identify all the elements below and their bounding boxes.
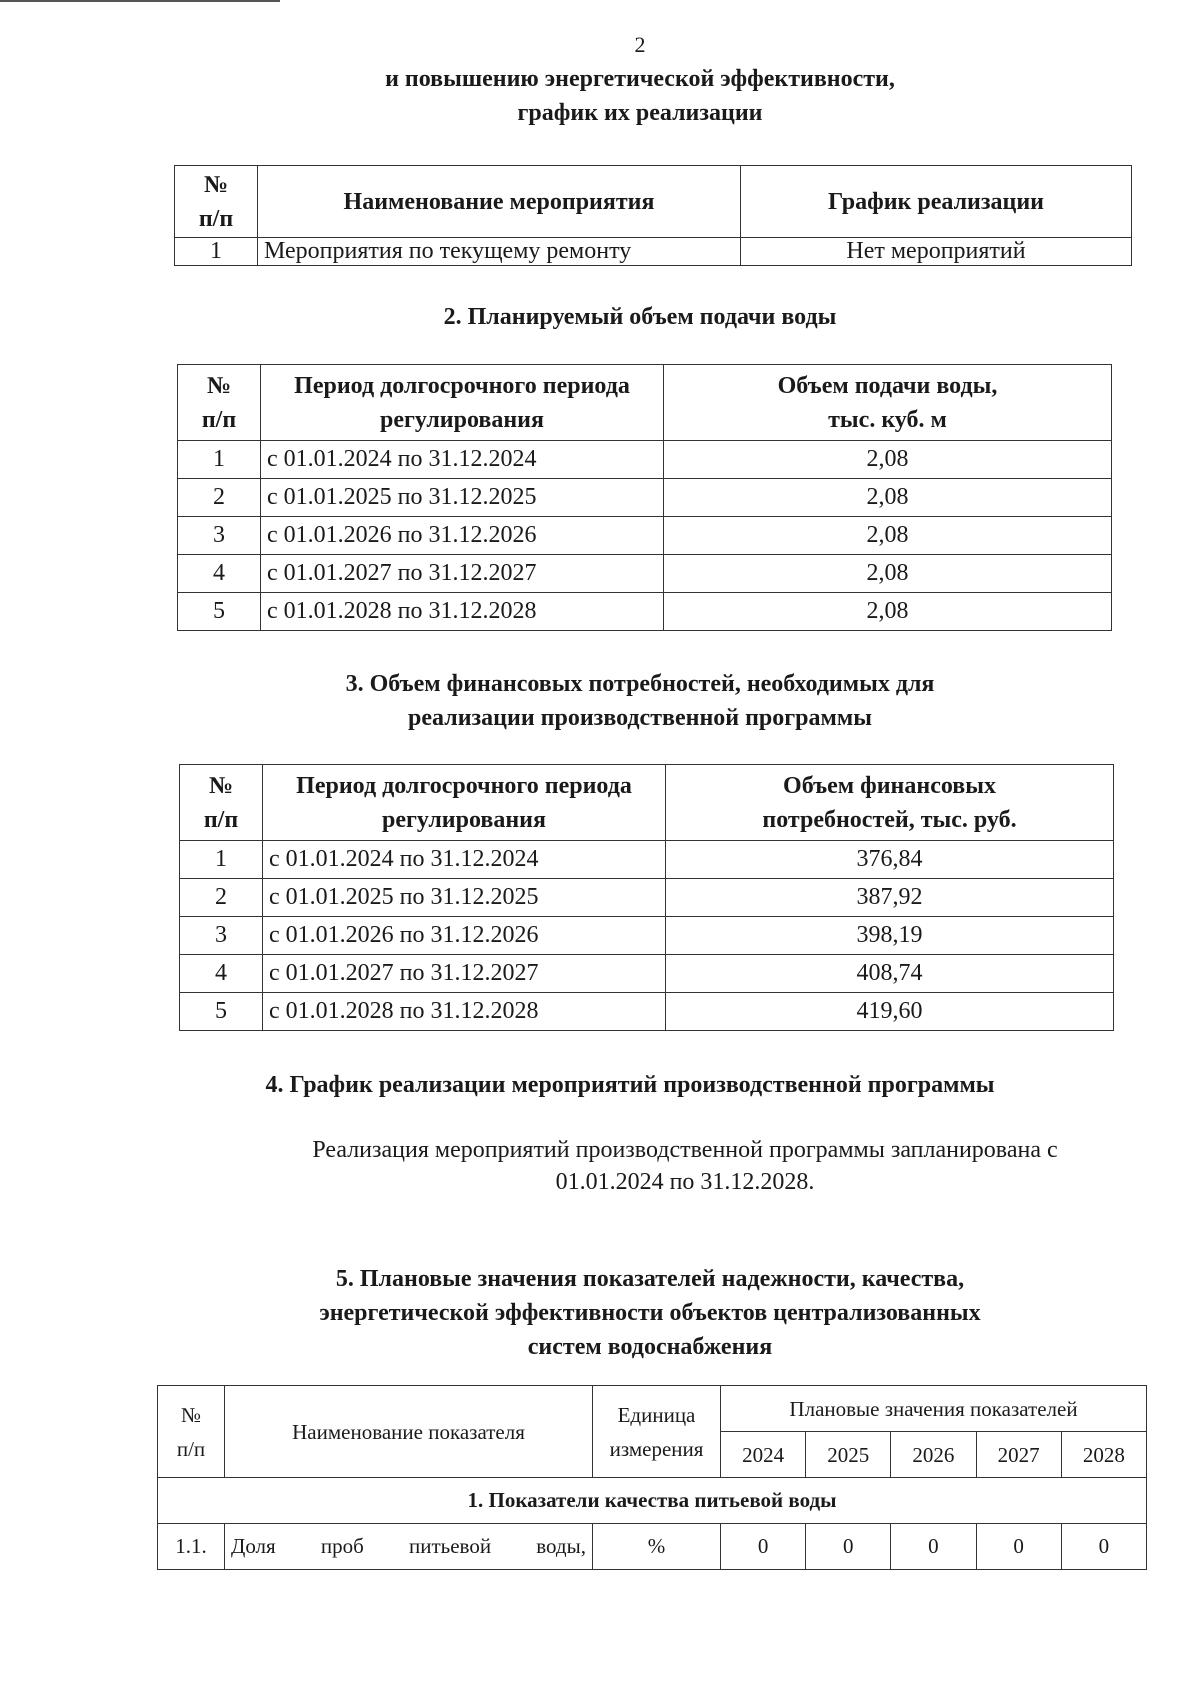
section3-title: 3. Объем финансовых потребностей, необходимых для реализации производственной программы (345, 671, 935, 731)
row-finance: 387,92 (666, 879, 1114, 917)
row-finance: 376,84 (666, 841, 1114, 879)
col-schedule-header: График реализации (741, 166, 1132, 238)
col-num-header: № п/п (180, 765, 263, 841)
row-num: 3 (178, 517, 261, 555)
scan-edge-line (0, 0, 280, 2)
row-period: с 01.01.2026 по 31.12.2026 (263, 917, 666, 955)
col-num-header: № п/п (178, 365, 261, 441)
col-period-header: Период долгосрочного периода регулирования (263, 765, 666, 841)
row-volume: 2,08 (664, 555, 1112, 593)
table-row (178, 593, 1112, 631)
row-finance: 398,19 (666, 917, 1114, 955)
row-num: 5 (178, 593, 261, 631)
section2-title: 2. Планируемый объем подачи воды (443, 304, 837, 330)
measures-table (174, 165, 1132, 266)
row-name: Мероприятия по текущему ремонту (258, 238, 741, 266)
year-2024-header: 2024 (721, 1432, 806, 1478)
row-num: 5 (180, 993, 263, 1031)
row-period: с 01.01.2027 по 31.12.2027 (263, 955, 666, 993)
col-name-header: Наименование показателя (225, 1386, 593, 1478)
row-num: 4 (180, 955, 263, 993)
row-num: 2 (180, 879, 263, 917)
col-finance-header: Объем финансовых потребностей, тыс. руб. (666, 765, 1114, 841)
row-period: с 01.01.2026 по 31.12.2026 (261, 517, 664, 555)
row-value-2025: 0 (806, 1524, 891, 1570)
row-finance: 419,60 (666, 993, 1114, 1031)
row-name: Доля проб питьевой воды, (225, 1524, 593, 1570)
table-row (180, 993, 1114, 1031)
col-plan-header: Плановые значения показателей (721, 1386, 1147, 1432)
row-num: 4 (178, 555, 261, 593)
row-schedule: Нет мероприятий (741, 238, 1132, 266)
table-row (180, 917, 1114, 955)
year-2026-header: 2026 (891, 1432, 976, 1478)
row-value-2024: 0 (721, 1524, 806, 1570)
table-row (180, 841, 1114, 879)
section4-text: Реализация мероприятий производственной программы запланирована с 01.01.2024 по 31.12.2028. (312, 1137, 1058, 1195)
row-num: 1 (175, 238, 258, 266)
row-finance: 408,74 (666, 955, 1114, 993)
year-2025-header: 2025 (806, 1432, 891, 1478)
row-volume: 2,08 (664, 593, 1112, 631)
table-row (180, 955, 1114, 993)
row-value-2026: 0 (891, 1524, 976, 1570)
table-row (178, 555, 1112, 593)
col-volume-header: Объем подачи воды, тыс. куб. м (664, 365, 1112, 441)
col-num-header: № п/п (158, 1386, 225, 1478)
section1-heading-line2: график их реализации (517, 100, 763, 126)
water-volume-table (177, 364, 1112, 631)
row-period: с 01.01.2028 по 31.12.2028 (263, 993, 666, 1031)
year-2028-header: 2028 (1061, 1432, 1146, 1478)
section1-heading-line1: и повышению энергетической эффективности, (385, 66, 895, 92)
row-num: 2 (178, 479, 261, 517)
row-num: 1 (180, 841, 263, 879)
row-period: с 01.01.2025 по 31.12.2025 (263, 879, 666, 917)
row-period: с 01.01.2024 по 31.12.2024 (261, 441, 664, 479)
row-period: с 01.01.2025 по 31.12.2025 (261, 479, 664, 517)
row-num: 1.1. (158, 1524, 225, 1570)
page-number: 2 (634, 32, 646, 57)
row-volume: 2,08 (664, 441, 1112, 479)
financial-needs-table (179, 764, 1114, 1031)
subsection-header: 1. Показатели качества питьевой воды (158, 1478, 1147, 1524)
row-num: 3 (180, 917, 263, 955)
table-row (178, 479, 1112, 517)
row-num: 1 (178, 441, 261, 479)
row-period: с 01.01.2027 по 31.12.2027 (261, 555, 664, 593)
year-2027-header: 2027 (976, 1432, 1061, 1478)
row-value-2028: 0 (1061, 1524, 1146, 1570)
table-row (175, 238, 1132, 266)
row-period: с 01.01.2028 по 31.12.2028 (261, 593, 664, 631)
col-num-header: № п/п (175, 166, 258, 238)
table-row (158, 1524, 1147, 1570)
table-row (180, 879, 1114, 917)
row-volume: 2,08 (664, 517, 1112, 555)
row-value-2027: 0 (976, 1524, 1061, 1570)
row-unit: % (593, 1524, 721, 1570)
col-name-header: Наименование мероприятия (258, 166, 741, 238)
section5-title: 5. Плановые значения показателей надежности, качества, энергетической эффективности объектов централизованных систем водоснабжения (319, 1266, 981, 1360)
col-unit-header: Единица измерения (593, 1386, 721, 1478)
section1-heading (0, 62, 1200, 130)
table-row (178, 517, 1112, 555)
indicators-table (157, 1385, 1147, 1570)
section4-title: 4. График реализации мероприятий производственной программы (265, 1072, 995, 1098)
table-row (178, 441, 1112, 479)
row-period: с 01.01.2024 по 31.12.2024 (263, 841, 666, 879)
row-volume: 2,08 (664, 479, 1112, 517)
col-period-header: Период долгосрочного периода регулирования (261, 365, 664, 441)
